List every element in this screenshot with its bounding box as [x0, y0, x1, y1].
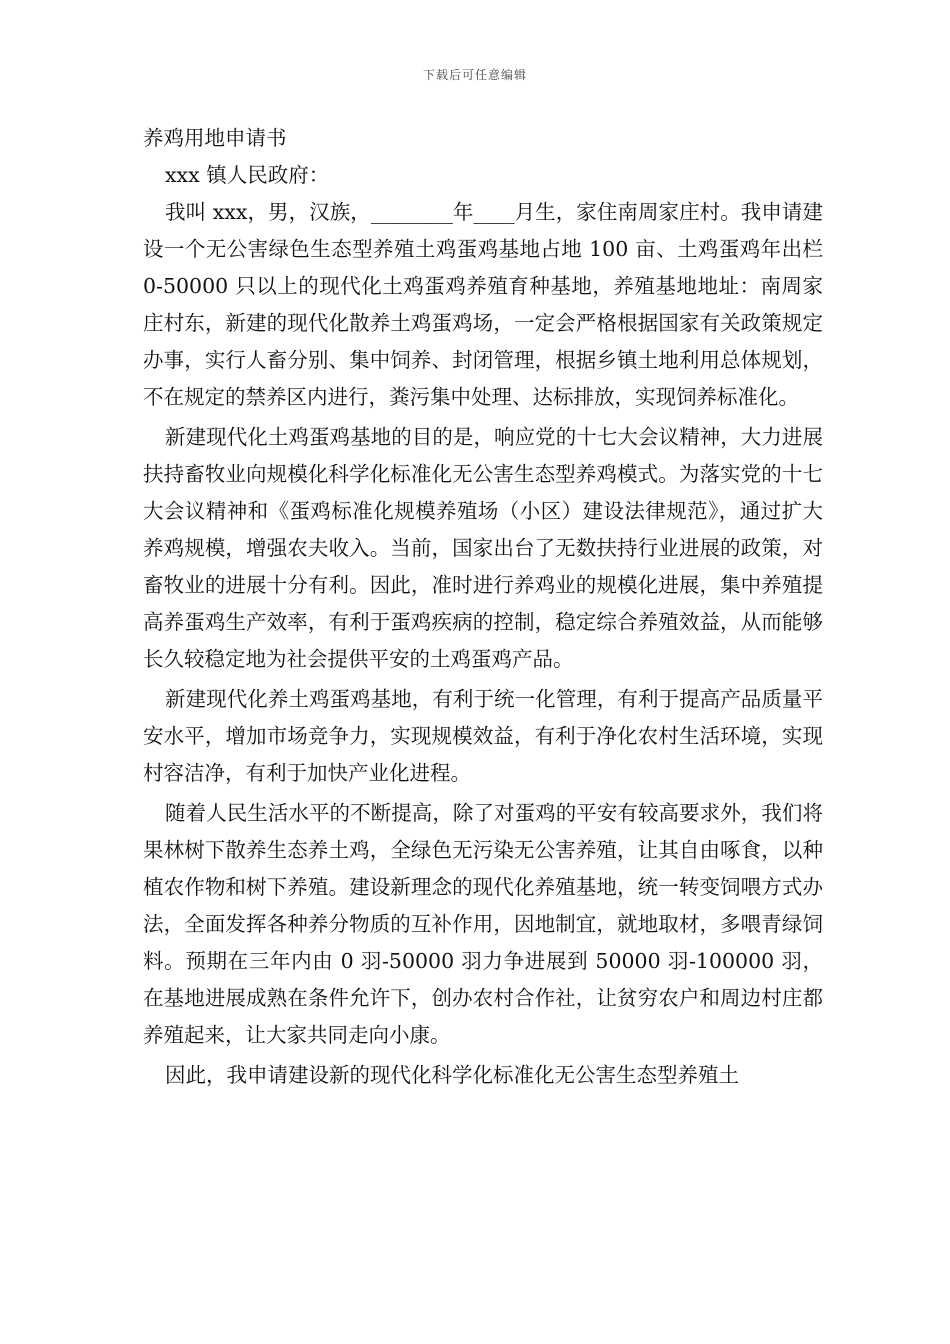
paragraph-4: 随着人民生活水平的不断提高，除了对蛋鸡的平安有较高要求外，我们将果林树下散养生态养土鸡，全绿色无污染无公害养殖，让其自由啄食，以种植农作物和树下养殖。建设新理念的现代化养殖基地，统一转变饲喂方式办法，全面发挥各种养分物质的互补作用，因地制宜，就地取材，多喂青绿饲料。预期在三年内由 0 羽-50000 羽力争进展到 50000 羽-100000 羽，在基地进展成熟在条件允许下，创办农村合作社，让贫穷农户和周边村庄都养殖起来，让大家共同走向小康。 [143, 801, 823, 1047]
paragraph-2: 新建现代化土鸡蛋鸡基地的目的是，响应党的十七大会议精神，大力进展扶持畜牧业向规模化科学化标准化无公害生态型养鸡模式。为落实党的十七大会议精神和《蛋鸡标准化规模养殖场（小区）建设法律规范》，通过扩大养鸡规模，增强农夫收入。当前，国家出台了无数扶持行业进展的政策，对畜牧业的进展十分有利。因此，准时进行养鸡业的规模化进展，集中养殖提高养蛋鸡生产效率，有利于蛋鸡疾病的控制，稳定综合养殖效益，从而能够长久较稳定地为社会提供平安的土鸡蛋鸡产品。 [143, 425, 823, 671]
salutation: xxx 镇人民政府： [165, 163, 330, 187]
paragraph-1: 我叫 xxx，男，汉族，________年____月生，家住南周家庄村。我申请建设一个无公害绿色生态型养殖土鸡蛋鸡基地占地 100 亩、土鸡蛋鸡年出栏 0-50000 只以上的现代化土鸡蛋鸡养殖育种基地，养殖基地地址：南周家庄村东，新建的现代化散养土鸡蛋鸡场，一定会严格根据国家有关政策规定办事，实行人畜分别、集中饲养、封闭管理，根据乡镇土地利用总体规划，不在规定的禁养区内进行，粪污集中处理、达标排放，实现饲养标准化。 [143, 200, 823, 409]
paragraph-3: 新建现代化养土鸡蛋鸡基地，有利于统一化管理，有利于提高产品质量平安水平，增加市场竞争力，实现规模效益，有利于净化农村生活环境，实现村容洁净，有利于加快产业化进程。 [143, 687, 823, 785]
document-title: 养鸡用地申请书 [143, 126, 287, 150]
paragraph-5: 因此，我申请建设新的现代化科学化标准化无公害生态型养殖土 [165, 1063, 739, 1087]
document-body [143, 120, 823, 1097]
page-header-note: 下载后可任意编辑 [422, 68, 527, 82]
